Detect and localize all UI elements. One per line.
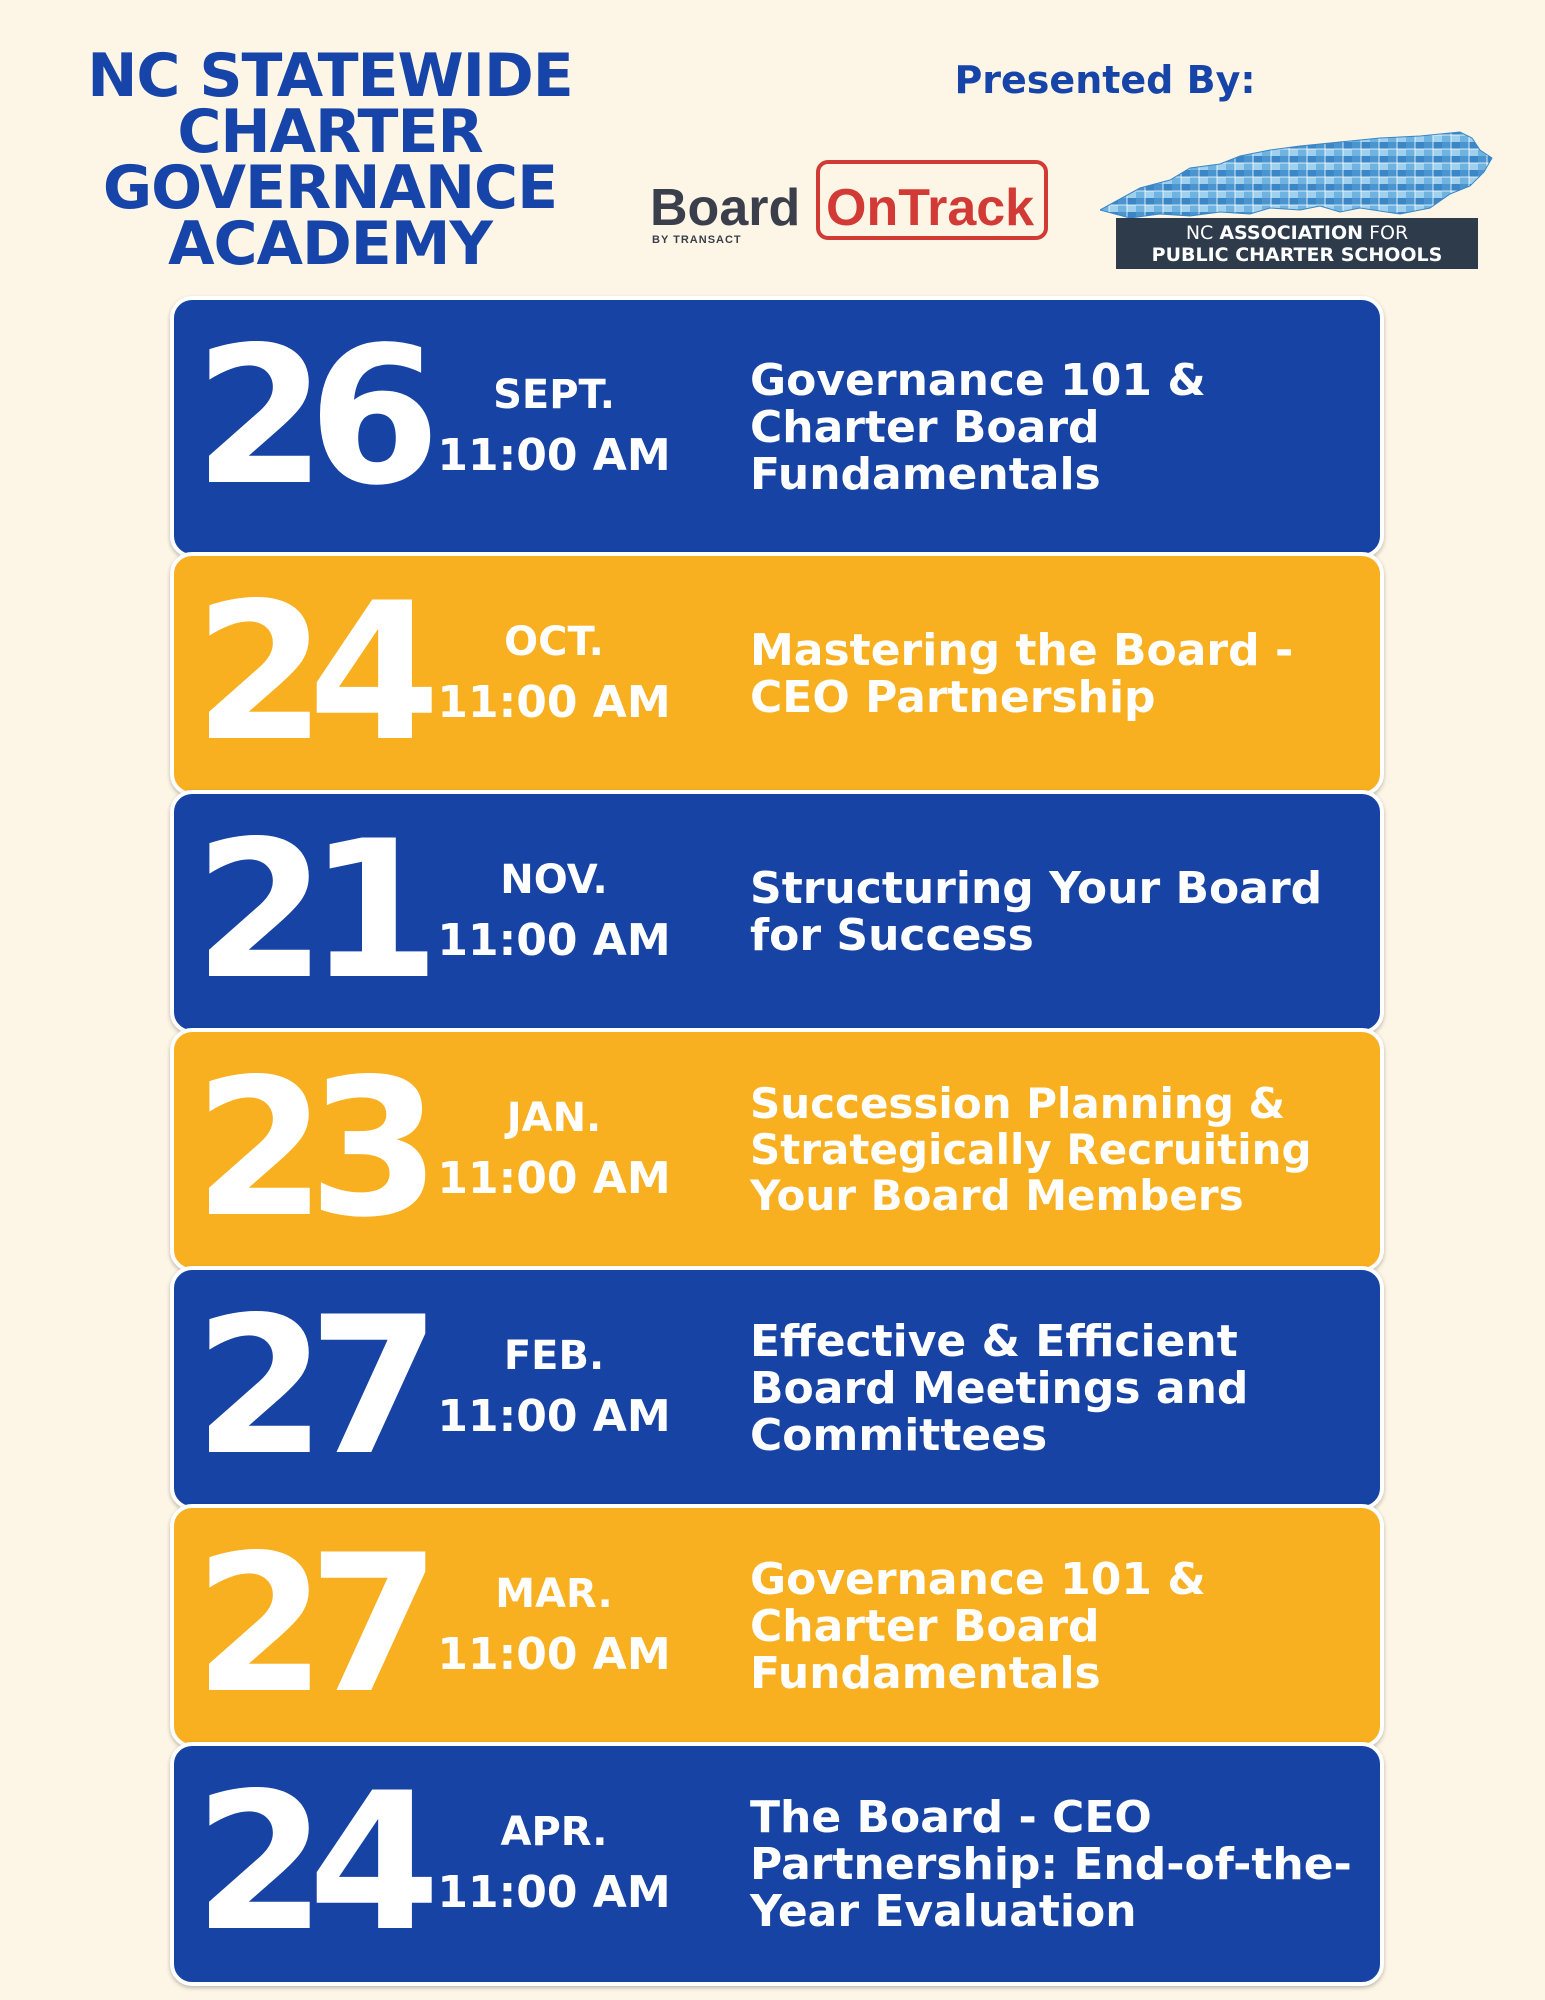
ncapcs-wordmark <box>1116 218 1478 269</box>
session-when <box>429 1032 679 1268</box>
session-topic: Structuring Your Board for Success <box>750 863 1323 961</box>
session-time: 11:00 AM <box>437 1867 671 1918</box>
session-time: 11:00 AM <box>437 1629 671 1680</box>
session-topic: Governance 101 & Charter Board Fundamentals <box>750 1553 1206 1699</box>
boardontrack-logo-ontrack: OnTrack <box>826 179 1035 237</box>
session-card <box>170 1028 1384 1272</box>
presented-by-label: Presented By: <box>954 58 1256 102</box>
session-month: JAN. <box>506 1095 602 1141</box>
session-topic: Governance 101 & Charter Board Fundamentals <box>750 354 1206 500</box>
session-month: NOV. <box>500 857 608 903</box>
ncapcs-line1: NC ASSOCIATION FOR <box>1185 222 1409 244</box>
session-time: 11:00 AM <box>437 915 671 966</box>
session-when <box>429 1746 679 1982</box>
session-topic: Succession Planning & Strategically Recruiting Your Board Members <box>750 1079 1312 1220</box>
session-month: APR. <box>500 1809 608 1855</box>
session-when <box>429 556 679 792</box>
session-when <box>429 1508 679 1744</box>
title-line: GOVERNANCE <box>102 153 558 223</box>
title-line: ACADEMY <box>168 209 492 279</box>
session-card <box>170 1742 1384 1986</box>
session-when <box>429 1270 679 1506</box>
session-month: MAR. <box>495 1571 613 1617</box>
nc-state-map-icon <box>1100 128 1500 228</box>
session-card <box>170 1504 1384 1748</box>
session-schedule <box>170 296 1384 1986</box>
session-day: 26 <box>194 306 423 527</box>
session-topic: Effective & Efficient Board Meetings and Committees <box>750 1315 1249 1461</box>
session-when <box>429 794 679 1030</box>
session-day: 24 <box>194 562 423 783</box>
session-day: 24 <box>194 1752 423 1973</box>
session-when <box>429 300 679 554</box>
boardontrack-logo <box>648 148 1068 248</box>
session-card <box>170 790 1384 1034</box>
session-card <box>170 552 1384 796</box>
ncapcs-logo <box>1100 128 1500 270</box>
session-time: 11:00 AM <box>437 1153 671 1204</box>
session-month: SEPT. <box>493 372 615 418</box>
session-day: 27 <box>194 1514 423 1735</box>
session-time: 11:00 AM <box>437 430 671 481</box>
session-card <box>170 1266 1384 1510</box>
session-card <box>170 296 1384 558</box>
title-line: CHARTER <box>177 97 483 167</box>
session-topic: The Board - CEO Partnership: End-of-the-Year Evaluation <box>750 1791 1352 1937</box>
session-time: 11:00 AM <box>437 1391 671 1442</box>
ncapcs-line2: PUBLIC CHARTER SCHOOLS <box>1151 244 1443 266</box>
boardontrack-logo-board: Board <box>650 179 801 237</box>
session-month: FEB. <box>503 1333 605 1379</box>
page-title <box>60 41 600 279</box>
session-month: OCT. <box>504 619 604 665</box>
boardontrack-tagline: BY TRANSACT <box>652 234 742 246</box>
session-day: 27 <box>194 1276 423 1497</box>
session-topic: Mastering the Board - CEO Partnership <box>750 625 1294 723</box>
title-line: NC STATEWIDE <box>87 41 573 111</box>
session-day: 21 <box>194 800 423 1021</box>
session-time: 11:00 AM <box>437 677 671 728</box>
session-day: 23 <box>194 1038 423 1259</box>
